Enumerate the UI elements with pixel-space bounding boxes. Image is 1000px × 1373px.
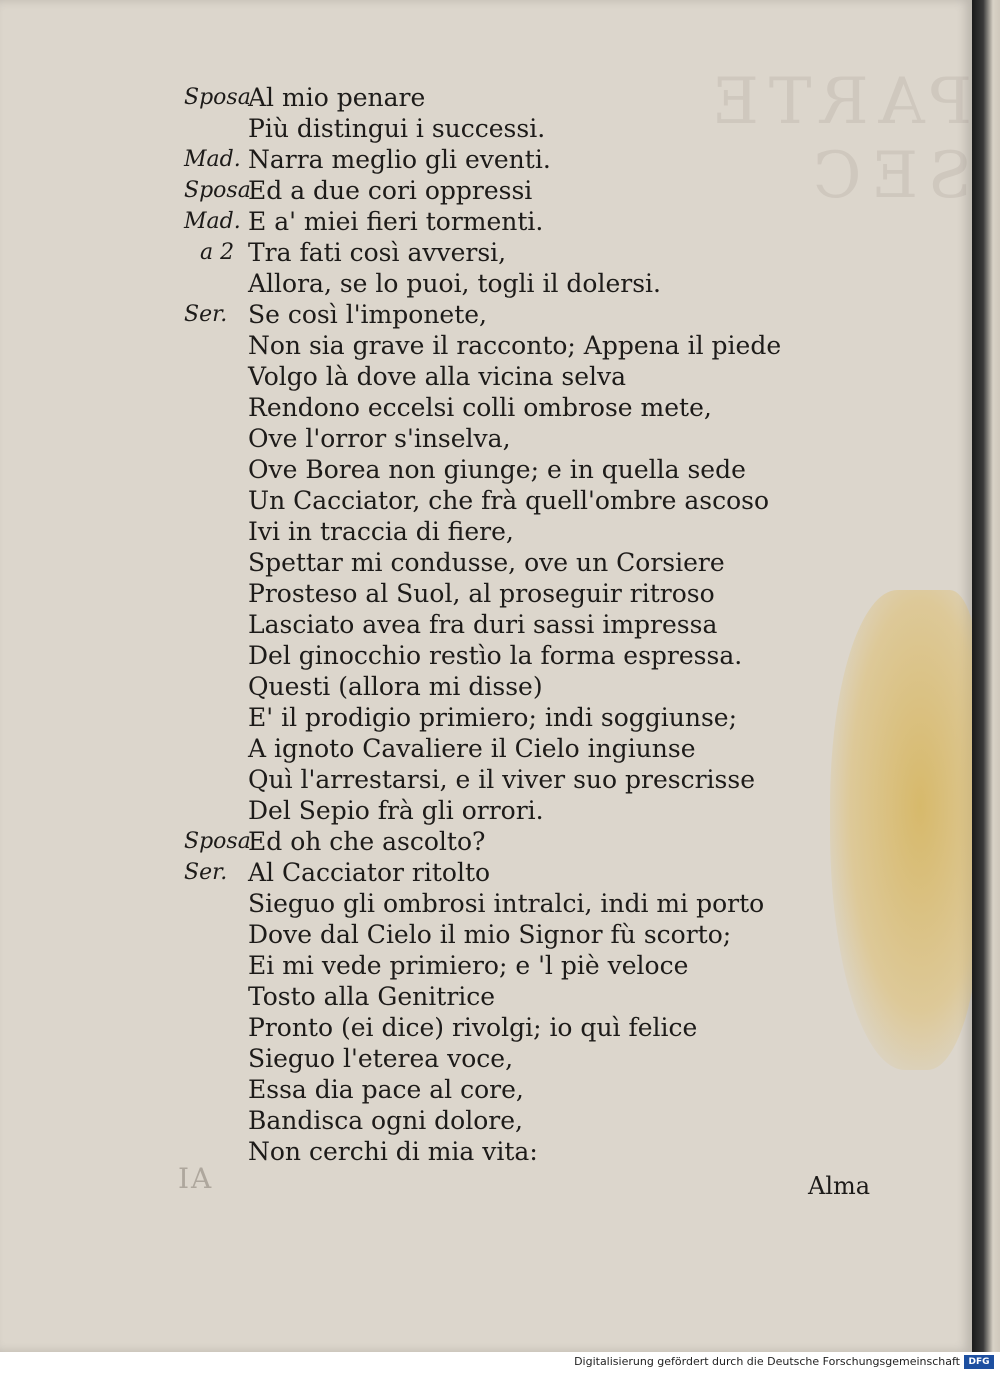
line-text: Essa dia pace al core, — [248, 1075, 524, 1104]
text-line — [184, 1105, 884, 1136]
signature-mark: IA — [178, 1162, 214, 1195]
text-line — [184, 1136, 884, 1167]
text-line — [184, 1043, 884, 1074]
line-text: E' il prodigio primiero; indi soggiunse; — [248, 703, 738, 732]
line-text: Volgo là dove alla vicina selva — [248, 362, 627, 391]
text-line — [184, 764, 884, 795]
text-line — [184, 795, 884, 826]
text-line — [184, 82, 884, 113]
line-text: Al Cacciator ritolto — [248, 858, 491, 887]
line-text: Del Sepio frà gli orrori. — [248, 796, 544, 825]
text-line — [184, 578, 884, 609]
text-line — [184, 950, 884, 981]
line-text: E a' miei fieri tormenti. — [248, 207, 544, 236]
text-block — [184, 82, 884, 1167]
line-text: Non cerchi di mia vita: — [248, 1137, 538, 1166]
text-line — [184, 919, 884, 950]
line-text: Ove Borea non giunge; e in quella sede — [248, 455, 746, 484]
line-text: Quì l'arrestarsi, e il viver suo prescrisse — [248, 765, 755, 794]
line-text: Un Cacciator, che frà quell'ombre ascoso — [248, 486, 770, 515]
text-line — [184, 361, 884, 392]
text-line — [184, 516, 884, 547]
speaker: Ser. — [184, 302, 228, 327]
line-text: Non sia grave il racconto; Appena il piede — [248, 331, 782, 360]
speaker: Mad. — [184, 147, 241, 172]
line-text: Tra fati così avversi, — [248, 238, 507, 267]
speaker: Ser. — [184, 860, 228, 885]
text-line — [184, 423, 884, 454]
text-line — [184, 640, 884, 671]
line-text: A ignoto Cavaliere il Cielo ingiunse — [248, 734, 696, 763]
speaker: Sposa — [184, 829, 251, 854]
text-line — [184, 981, 884, 1012]
text-line — [184, 237, 884, 268]
text-line — [184, 857, 884, 888]
text-line — [184, 888, 884, 919]
line-text: Più distingui i successi. — [248, 114, 546, 143]
speaker: Mad. — [184, 209, 241, 234]
line-text: Al mio penare — [248, 83, 426, 112]
text-line — [184, 609, 884, 640]
text-line — [184, 1074, 884, 1105]
show-through-text: PARTE SEC — [702, 65, 972, 213]
text-line — [184, 113, 884, 144]
line-text: Narra meglio gli eventi. — [248, 145, 551, 174]
line-text: Pronto (ei dice) rivolgi; io quì felice — [248, 1013, 698, 1042]
text-line — [184, 733, 884, 764]
footer-bar — [0, 1352, 1000, 1373]
text-line — [184, 1012, 884, 1043]
line-text: Bandisca ogni dolore, — [248, 1106, 523, 1135]
text-line — [184, 392, 884, 423]
dfg-logo-icon: DFG — [964, 1355, 994, 1369]
speaker: a 2 — [200, 240, 235, 265]
line-text: Rendono eccelsi colli ombrose mete, — [248, 393, 712, 422]
text-line — [184, 671, 884, 702]
line-text: Ei mi vede primiero; e 'l piè veloce — [248, 951, 689, 980]
catchword: Alma — [808, 1172, 871, 1200]
text-line — [184, 330, 884, 361]
text-line — [184, 702, 884, 733]
text-line — [184, 144, 884, 175]
text-line — [184, 299, 884, 330]
text-line — [184, 268, 884, 299]
line-text: Del ginocchio restìo la forma espressa. — [248, 641, 743, 670]
speaker: Sposa — [184, 85, 251, 110]
line-text: Ove l'orror s'inselva, — [248, 424, 511, 453]
text-line — [184, 485, 884, 516]
line-text: Sieguo gli ombrosi intralci, indi mi porto — [248, 889, 765, 918]
line-text: Dove dal Cielo il mio Signor fù scorto; — [248, 920, 732, 949]
line-text: Allora, se lo puoi, togli il dolersi. — [248, 269, 662, 298]
line-text: Lasciato avea fra duri sassi impressa — [248, 610, 718, 639]
line-text: Ivi in traccia di fiere, — [248, 517, 514, 546]
text-line — [184, 826, 884, 857]
book-spine — [972, 0, 1000, 1352]
line-text: Ed a due cori oppressi — [248, 176, 533, 205]
line-text: Se così l'imponete, — [248, 300, 488, 329]
line-text: Prosteso al Suol, al proseguir ritroso — [248, 579, 715, 608]
speaker: Sposa — [184, 178, 251, 203]
text-line — [184, 206, 884, 237]
text-line — [184, 547, 884, 578]
text-line — [184, 454, 884, 485]
line-text: Sieguo l'eterea voce, — [248, 1044, 514, 1073]
line-text: Tosto alla Genitrice — [248, 982, 496, 1011]
line-text: Ed oh che ascolto? — [248, 827, 486, 856]
line-text: Questi (allora mi disse) — [248, 672, 543, 701]
text-line — [184, 175, 884, 206]
line-text: Spettar mi condusse, ove un Corsiere — [248, 548, 725, 577]
footer-credit: Digitalisierung gefördert durch die Deutsche Forschungsgemeinschaft — [574, 1355, 960, 1368]
